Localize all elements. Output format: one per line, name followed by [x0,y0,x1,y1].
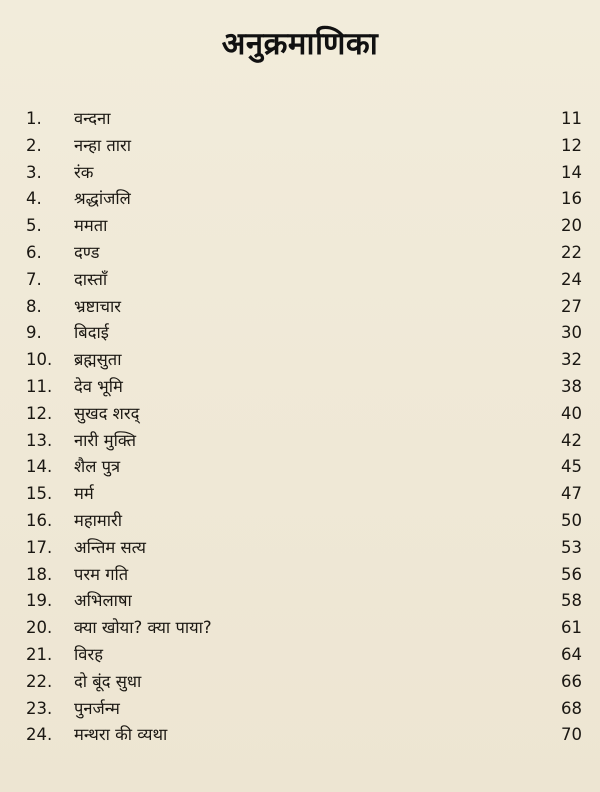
toc-entry-number: 22. [26,671,53,691]
toc-entry-page-number: 40 [561,403,582,423]
toc-entry-number: 1. [26,109,42,128]
toc-entry [26,294,582,321]
toc-entry-page-number: 12 [561,135,582,155]
toc-entry-title: श्रद्धांजलि [74,189,131,209]
toc-entry-number: 8. [26,296,42,316]
toc-entry-page-number: 27 [561,296,582,316]
toc-entry [26,133,582,160]
toc-entry-number: 19. [26,591,53,611]
toc-entry-title: सुखद शरद् [74,403,140,423]
toc-entry-title: पुनर्जन्म [74,698,120,718]
page-title: अनुक्रमाणिका [221,26,379,62]
toc-entry [26,401,582,428]
toc-entry-number: 6. [26,242,42,262]
toc-entry-number: 9. [26,323,42,343]
toc-entry [26,508,582,535]
toc-entry-title: ममता [74,216,108,236]
toc-entry-number: 20. [26,618,53,638]
toc-entry-number: 13. [26,430,53,450]
toc-entry-title: दास्ताँ [74,269,108,289]
toc-entry-title: वन्दना [74,109,111,128]
toc-entry-number: 14. [26,457,53,477]
toc-entry [26,669,582,696]
toc-entry-page-number: 47 [561,484,582,504]
toc-entry-page-number: 38 [561,376,582,396]
toc-entry-title: नारी मुक्ति [74,430,137,450]
toc-entry-title: दण्ड [74,242,100,262]
toc-entry [26,267,582,294]
toc-entry-page-number: 45 [561,457,582,477]
toc-entry [26,106,582,133]
toc-entry-title: रंक [74,162,94,182]
toc-entry-title: मन्थरा की व्यथा [74,725,168,745]
toc-entry-page-number: 50 [561,510,582,530]
toc-entry-page-number: 64 [561,644,582,664]
toc-entry-page-number: 66 [561,671,582,691]
toc-entry-page-number: 30 [561,323,582,343]
toc-entry-number: 18. [26,564,53,584]
toc-entry [26,615,582,642]
toc-entry [26,240,582,267]
toc-entry-number: 2. [26,135,42,155]
toc-entry-number: 4. [26,189,42,209]
toc-entry [26,722,582,749]
toc-entry-number: 11. [26,376,53,396]
toc-entry [26,347,582,374]
toc-entry-title: महामारी [74,510,123,530]
toc-entry-number: 21. [26,644,53,664]
toc-entry-page-number: 53 [561,537,582,557]
toc-entry-number: 10. [26,350,53,370]
toc-entry-number: 24. [26,725,53,745]
toc-entry [26,562,582,589]
toc-entry-title: भ्रष्टाचार [74,296,122,316]
toc-entry-title: अन्तिम सत्य [74,537,146,557]
toc-entry [26,320,582,347]
toc-entry-number: 3. [26,162,42,182]
table-of-contents [26,106,582,749]
toc-entry [26,213,582,240]
toc-entry-title: दो बूंद सुधा [74,671,142,691]
toc-entry [26,535,582,562]
toc-entry [26,186,582,213]
toc-entry [26,454,582,481]
toc-entry [26,481,582,508]
toc-entry-page-number: 70 [561,725,582,745]
toc-entry-title: नन्हा तारा [74,135,132,155]
toc-entry-number: 23. [26,698,53,718]
toc-entry-page-number: 61 [561,618,582,638]
toc-entry-page-number: 58 [561,591,582,611]
toc-entry-number: 16. [26,510,53,530]
toc-entry-page-number: 32 [561,350,582,370]
toc-entry-title: देव भूमि [74,376,123,396]
toc-entry [26,428,582,455]
toc-entry-title: ब्रह्मसुता [74,350,122,370]
toc-entry-number: 5. [26,216,42,236]
toc-entry [26,374,582,401]
toc-entry-page-number: 20 [561,216,582,236]
toc-entry-number: 7. [26,269,42,289]
toc-entry-title: क्या खोया? क्या पाया? [74,618,212,638]
toc-entry-number: 17. [26,537,53,557]
toc-entry-number: 12. [26,403,53,423]
toc-entry [26,160,582,187]
toc-entry-title: बिदाई [74,323,109,343]
toc-entry-title: शैल पुत्र [74,457,121,477]
toc-entry-page-number: 42 [561,430,582,450]
toc-entry-number: 15. [26,484,53,504]
toc-entry-title: अभिलाषा [74,591,132,611]
toc-entry [26,642,582,669]
toc-entry-title: परम गति [74,564,129,584]
toc-entry-page-number: 56 [561,564,582,584]
toc-entry-title: मर्म [74,484,94,504]
toc-entry [26,588,582,615]
toc-entry-title: विरह [74,644,103,664]
toc-entry-page-number: 22 [561,242,582,262]
toc-entry-page-number: 68 [561,698,582,718]
toc-entry-page-number: 24 [561,269,582,289]
toc-entry [26,696,582,723]
toc-entry-page-number: 16 [561,189,582,209]
toc-entry-page-number: 11 [561,109,582,128]
toc-entry-page-number: 14 [561,162,582,182]
